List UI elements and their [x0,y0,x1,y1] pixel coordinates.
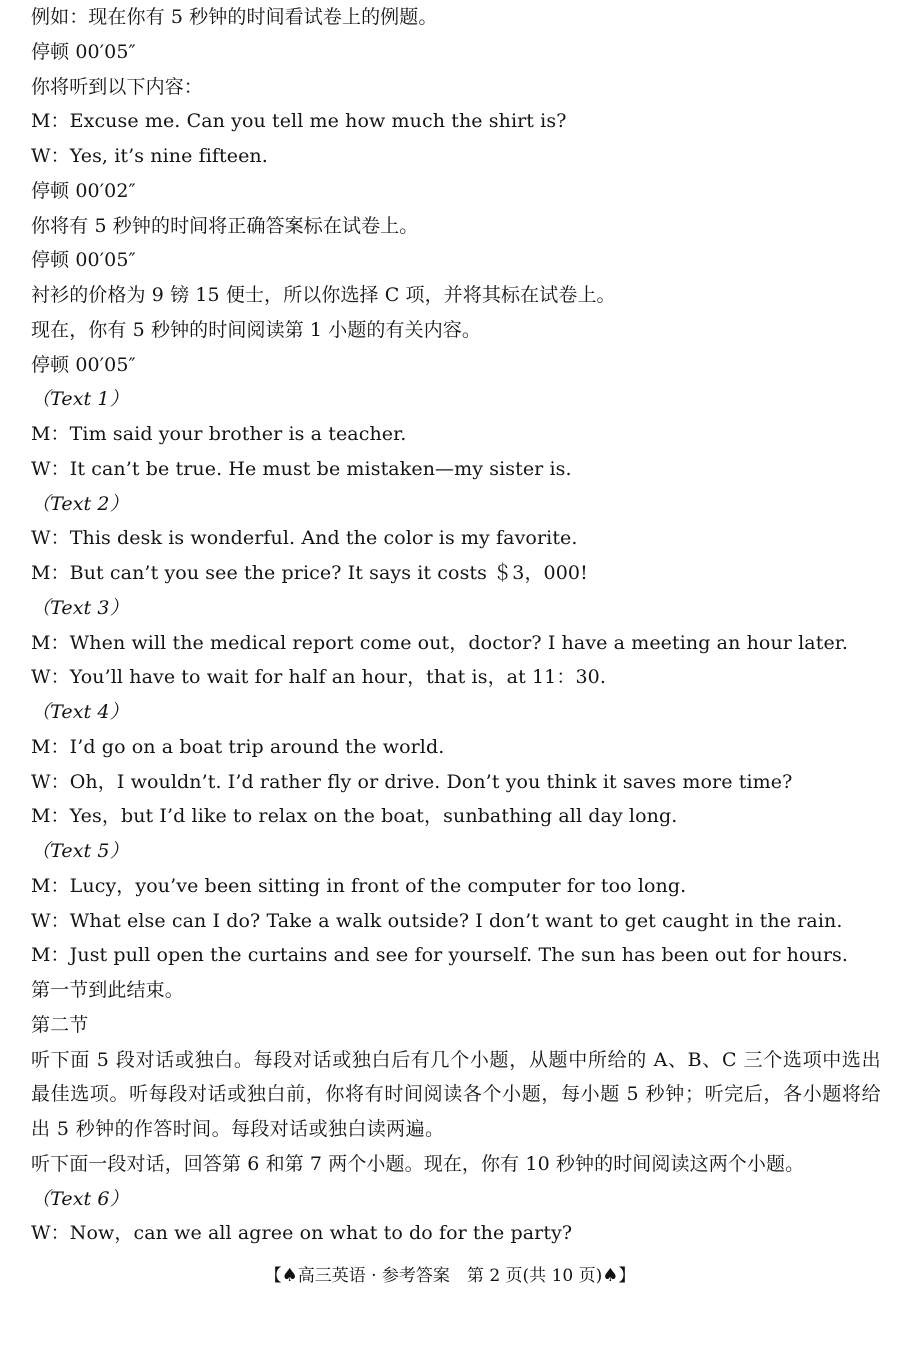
text-line: 听下面一段对话，回答第 6 和第 7 两个小题。现在，你有 10 秒钟的时间阅读这两个小题。 [31,1152,805,1175]
spade-icon: ♠ [281,1265,298,1286]
text-line: 你将听到以下内容： [31,75,203,98]
section-heading: （Text 2） [31,492,129,515]
section-heading: （Text 6） [31,1187,129,1210]
text-line: M：Excuse me. Can you tell me how much the shirt is? [31,110,567,133]
text-line: 例如：现在你有 5 秒钟的时间看试卷上的例题。 [31,6,438,28]
document-body [31,0,881,1251]
text-line: W：Yes, it’s nine fifteen. [31,145,268,167]
footer-text: 高三英语 · 参考答案 第 2 页(共 10 页) [297,1266,603,1286]
text-line: W：Oh，I wouldn’t. I’d rather fly or drive. Don’t you think it saves more time? [31,770,793,793]
text-line: M：Just pull open the curtains and see for yourself. The sun has been out for hours. [31,944,849,967]
footer-left-bracket: 【 [264,1266,282,1286]
text-line: W：It can’t be true. He must be mistaken—my sister is. [31,457,572,480]
text-line: M：Lucy，you’ve been sitting in front of the computer for too long. [31,874,687,897]
section-heading: （Text 1） [31,388,129,411]
text-line: 第一节到此结束。 [31,979,184,1001]
text-line: 衬衫的价格为 9 镑 15 便士，所以你选择 C 项，并将其标在试卷上。 [31,284,616,306]
section-heading: （Text 3） [31,596,129,619]
text-line: M：But can’t you see the price? It says it costs ＄3，000! [31,562,588,584]
spade-icon: ♠ [602,1265,619,1286]
text-line: 现在，你有 5 秒钟的时间阅读第 1 小题的有关内容。 [31,318,482,341]
page-footer [0,1264,900,1288]
instruction-paragraph: 听下面 5 段对话或独白。每段对话或独白后有几个小题，从题中所给的 A、B、C 三个选项中选出最佳选项。听每段对话或独白前，你将有时间阅读各个小题，每小题 5 秒钟；听完后，各小题将给出 5 秒钟的作答时间。每段对话或独白读两遍。 [31,1048,881,1140]
text-line: 停顿 00′02″ [31,179,136,202]
text-line: W：This desk is wonderful. And the color is my favorite. [31,527,578,550]
footer-right-bracket: 】 [618,1266,636,1286]
text-line: 停顿 00′05″ [31,249,136,272]
section-heading: （Text 4） [31,701,129,723]
text-line: 第二节 [31,1013,89,1036]
text-line: W：Now，can we all agree on what to do for the party? [31,1222,573,1245]
text-line: M：Tim said your brother is a teacher. [31,423,407,445]
text-line: 停顿 00′05″ [31,40,136,63]
text-line: 停顿 00′05″ [31,353,136,376]
text-line: M：I’d go on a boat trip around the world. [31,735,445,758]
text-line: W：What else can I do? Take a walk outside? I don’t want to get caught in the rain. [31,909,843,932]
text-line: W：You’ll have to wait for half an hour，that is，at 11：30. [31,666,606,689]
section-heading: （Text 5） [31,840,129,862]
text-line: M：When will the medical report come out，doctor? I have a meeting an hour later. [31,631,849,654]
text-line: M：Yes，but I’d like to relax on the boat，sunbathing all day long. [31,805,678,828]
text-line: 你将有 5 秒钟的时间将正确答案标在试卷上。 [31,214,419,237]
